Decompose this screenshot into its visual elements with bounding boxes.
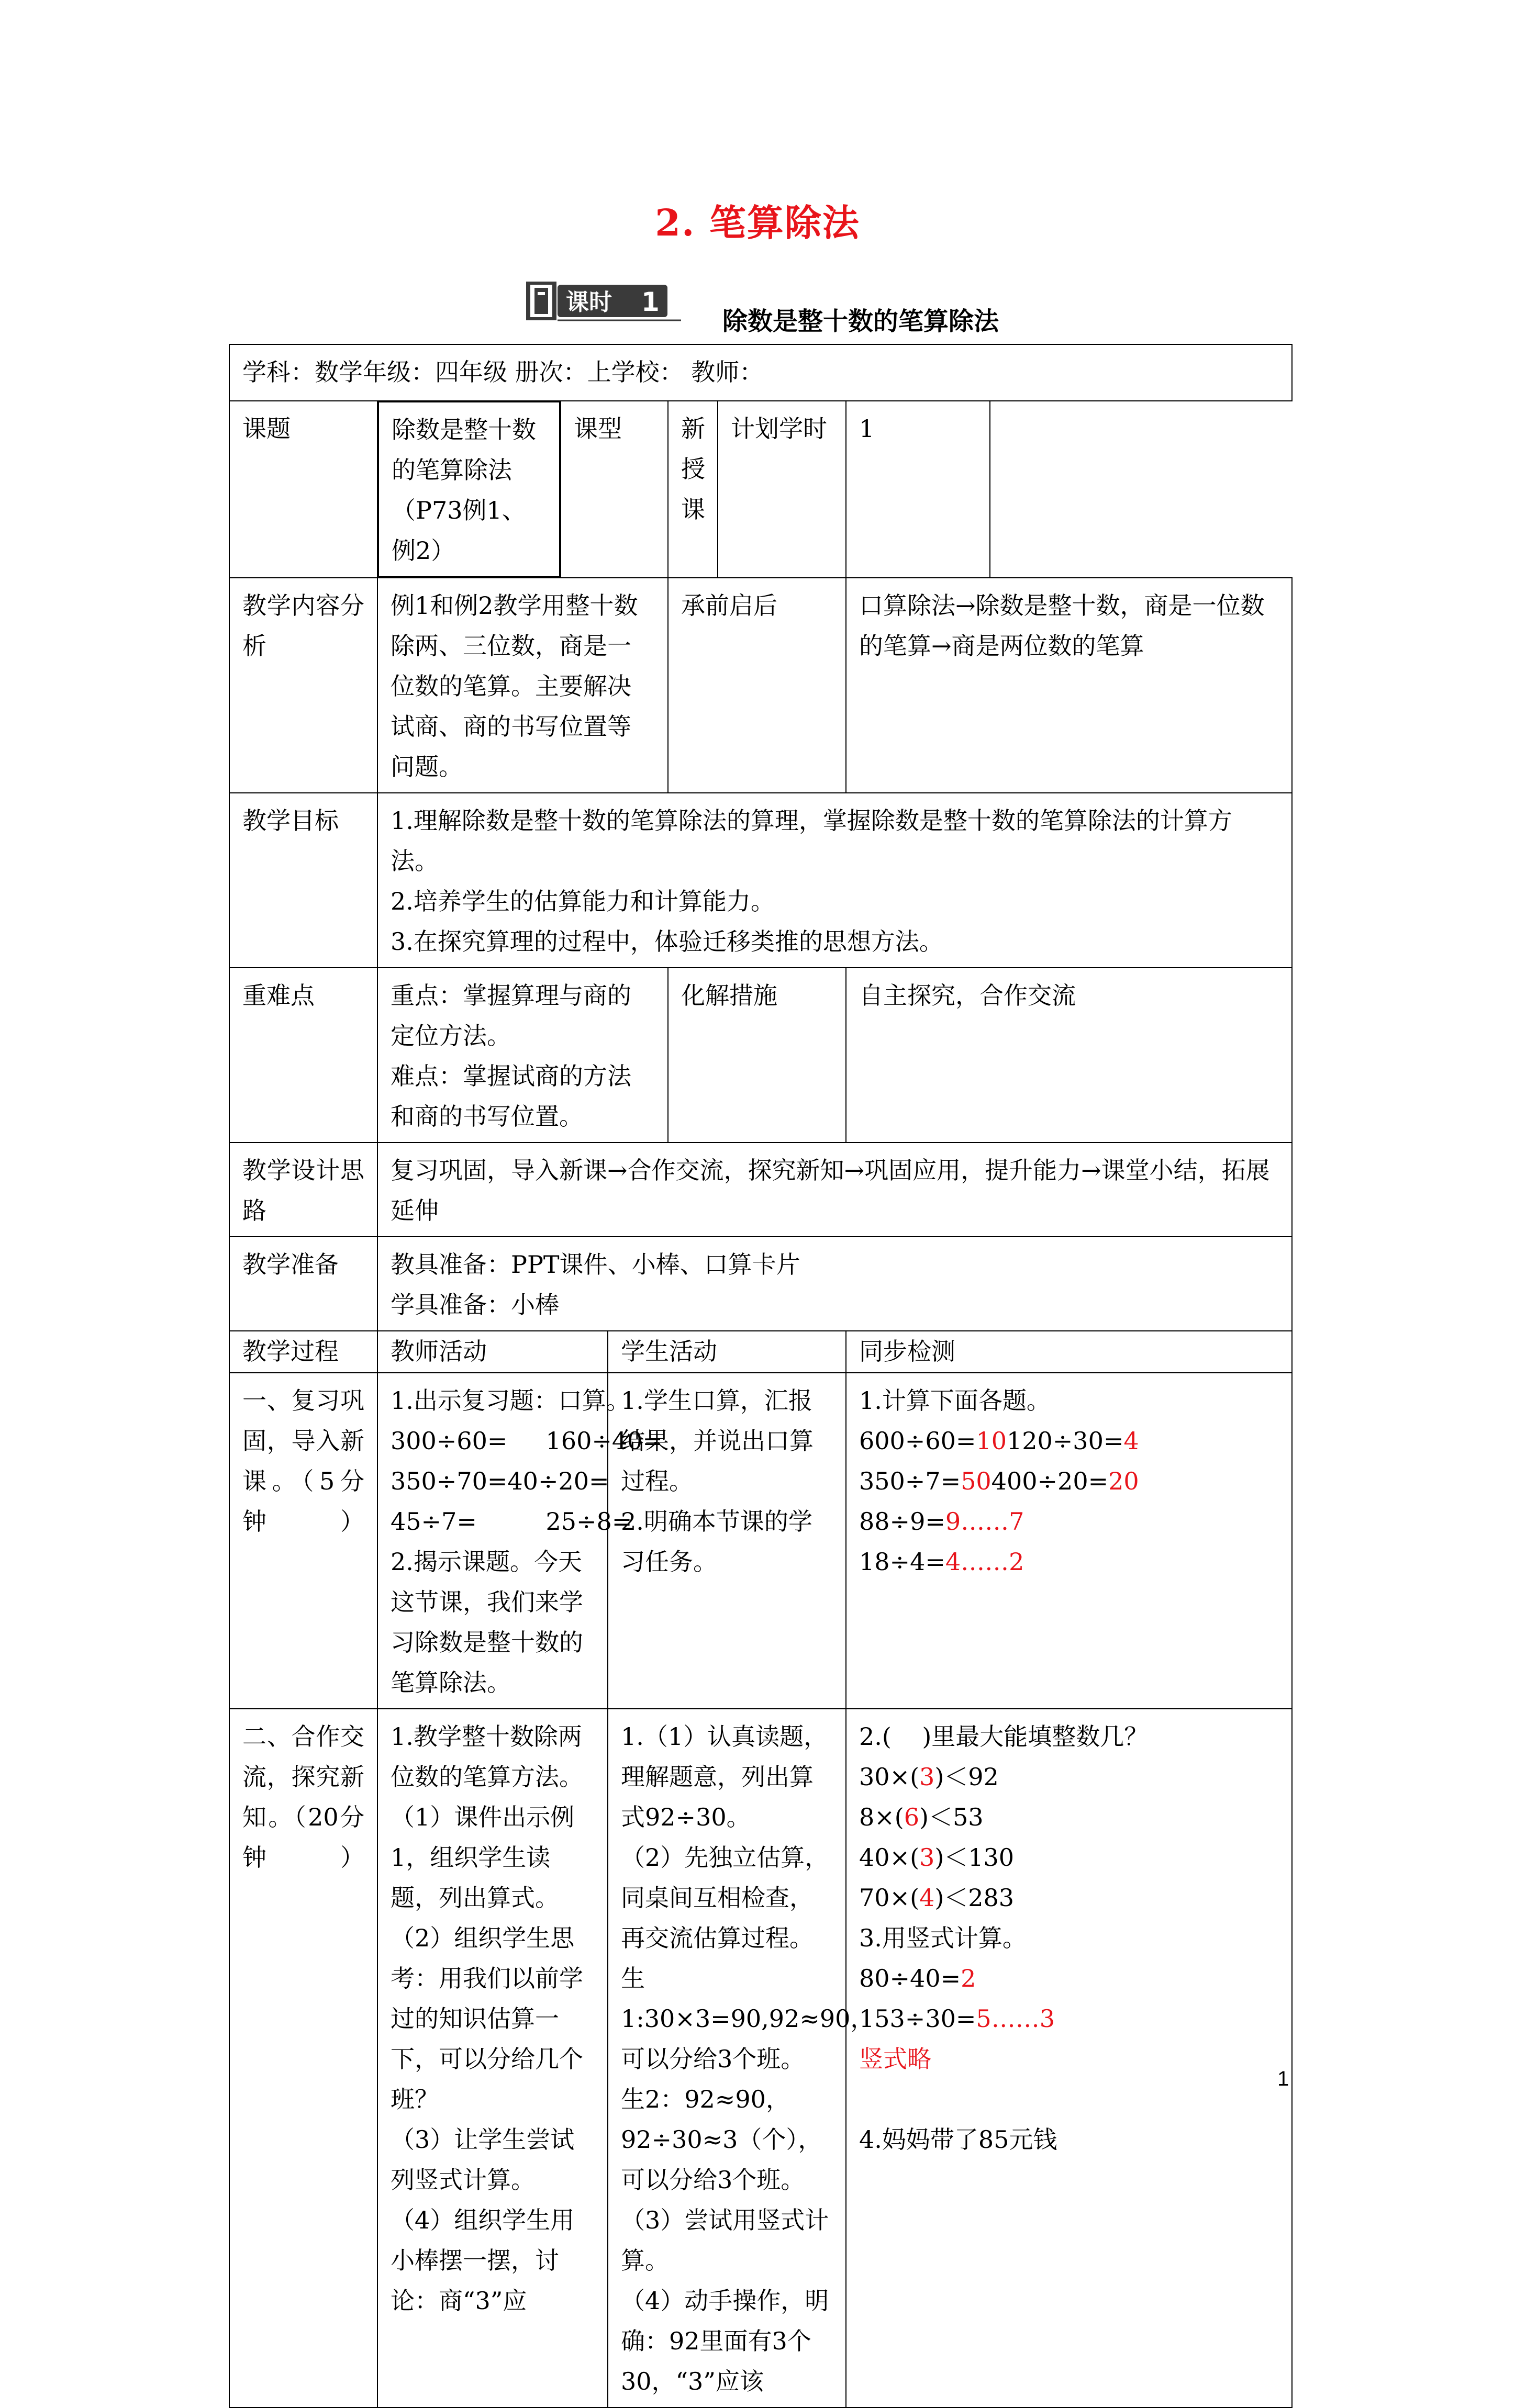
question: 400÷20= [991,1467,1109,1495]
stage2-teacher-line: （1）课件出示例1，组织学生读题，列出算式。 [391,1803,575,1912]
info-row [229,344,1292,401]
stage1-check-line [859,1502,1279,1542]
stage2-student-line: （2）先独立估算，同桌间互相检查，再交流估算过程。 [621,1843,829,1952]
goal-item: 2.培养学生的估算能力和计算能力。 [391,887,775,915]
answer: 4 [1123,1427,1139,1455]
answer: 6 [904,1803,920,1831]
prep-label: 教学准备 [229,1237,377,1331]
lesson-title: 除数是整十数的笔算除法 [722,307,999,336]
hours-label: 计划学时 [718,401,846,578]
answer: 3 [919,1843,935,1872]
stage1-check-line [859,1542,1279,1582]
goal-item: 1.理解除数是整十数的笔算除法的算理，掌握除数是整十数的笔算除法的计算方法。 [391,807,1232,875]
lesson-plan-table [229,344,1293,2408]
student-prep: 学具准备：小棒 [391,1291,559,1319]
stage2-student-line: 生1:30×3=90,92≈90，可以分给3个班。 [621,1964,875,2073]
stage2-student-line: 1.（1）认真读题，理解题意，列出算式92÷30。 [621,1722,828,1831]
content-mid-label: 承前启后 [668,578,846,793]
process-header-row [229,1331,1292,1373]
badge-number: 1 [641,287,660,317]
answer: 10 [976,1427,1007,1455]
design-row [229,1143,1292,1237]
process-header-col4: 同步检测 [846,1331,1292,1373]
stage2-teacher-line: 1.教学整十数除两位数的笔算方法。 [391,1722,583,1791]
stage2-check-line: 80÷40=2 [859,1964,976,1992]
book-icon [526,282,556,320]
stage2-check-line: 153÷30=5……3 [859,2004,1055,2033]
answer: 4……2 [945,1548,1024,1576]
question: 120÷30= [1006,1427,1124,1455]
stage1-student-line: 2.明确本节课的学习任务。 [621,1507,812,1576]
process-header-col3: 学生活动 [608,1331,846,1373]
prep-row [229,1237,1292,1331]
stage1-check-line [859,1461,1279,1502]
design-value: 复习巩固，导入新课→合作交流，探究新知→巩固应用，提升能力→课堂小结，拓展延伸 [377,1143,1292,1237]
key-label: 重难点 [229,968,377,1143]
key-mid-value: 自主探究，合作交流 [846,968,1292,1143]
stage2-student-line: 生2：92≈90，92÷30≈3（个），可以分给3个班。 [621,2085,822,2194]
teacher-prep: 教具准备：PPT课件、小棒、口算卡片 [391,1250,800,1279]
answer: 3 [919,1763,935,1791]
process-header-col2: 教师活动 [377,1331,608,1373]
stage1-check-line: 1.计算下面各题。 [859,1386,1051,1415]
goals-label: 教学目标 [229,793,377,968]
type-label: 课型 [561,401,668,578]
content-value: 例1和例2教学用整十数除两、三位数，商是一位数的笔算。主要解决试商、商的书写位置等问题。 [377,578,668,793]
goal-item: 3.在探究算理的过程中，体验迁移类推的思想方法。 [391,927,943,956]
stage2-check-line: 40×(3)＜130 [859,1843,1015,1872]
question: 88÷9= [859,1507,945,1536]
info-text: 学科：数学年级：四年级 册次：上学校： 教师： [242,358,764,386]
answer: 2 [961,1964,976,1992]
content-label: 教学内容分析 [229,578,377,793]
stage1-teacher-line: 350÷70=40÷20= [391,1467,609,1495]
badge-label: 课时 [566,289,612,316]
stage2-check-line: 4.妈妈带了85元钱 [859,2125,1057,2154]
answer: 9……7 [945,1507,1024,1536]
question: 600÷60= [859,1427,976,1455]
stage2-check-line: 30×(3)＜92 [859,1763,999,1791]
lesson-badge [525,277,682,323]
stage2-teacher-line: （4）组织学生用小棒摆一摆，讨论：商“3”应 [391,2206,575,2315]
stage2-check-line: 8×(6)＜53 [859,1803,984,1831]
topic-value: 除数是整十数的笔算除法（P73例1、例2） [378,401,560,577]
design-label: 教学设计思路 [229,1143,377,1237]
content-row [229,578,1292,793]
stage1-teacher-line: 45÷7= 25÷8= [391,1507,632,1536]
stage2-check-note: 竖式略 [859,2045,931,2073]
stage2-student-line: （4）动手操作，明确：92里面有3个30，“3”应该 [621,2287,829,2395]
stage2-label: 二、合作交流，探究新知。（20分钟） [229,1709,377,2407]
question: 18÷4= [859,1548,945,1576]
key-row [229,968,1292,1143]
question: 350÷7= [859,1467,961,1495]
answer: 5……3 [976,2004,1055,2033]
stage2-check-line: 3.用竖式计算。 [859,1924,1027,1952]
answer: 4 [919,1884,935,1912]
stage1-check-line [859,1421,1279,1461]
page-number: 1 [1277,2067,1289,2090]
hours-value: 1 [846,401,990,578]
difficult-point: 难点：掌握试商的方法和商的书写位置。 [391,1062,631,1130]
stage2-row [229,1709,1292,2407]
answer: 50 [961,1467,992,1495]
process-header-col1: 教学过程 [229,1331,377,1373]
stage2-check-line: 2.( )里最大能填整数几？ [859,1722,1149,1751]
stage1-label: 一、复习巩固，导入新课。（5分钟） [229,1373,377,1709]
stage1-row [229,1373,1292,1709]
answer: 20 [1108,1467,1139,1495]
key-mid-label: 化解措施 [668,968,846,1143]
goals-row [229,793,1292,968]
content-mid-value: 口算除法→除数是整十数，商是一位数的笔算→商是两位数的笔算 [846,578,1292,793]
topic-label: 课题 [229,401,377,578]
key-point: 重点：掌握算理与商的定位方法。 [391,981,631,1050]
stage2-check-line: 70×(4)＜283 [859,1884,1015,1912]
stage2-student-line: （3）尝试用竖式计算。 [621,2206,829,2275]
stage1-teacher-line: 300÷60= 160÷40= [391,1427,663,1455]
type-value: 新授课 [668,401,718,578]
stage1-student-line: 1.学生口算，汇报结果，并说出口算过程。 [621,1386,814,1495]
stage2-teacher-line: （2）组织学生思考：用我们以前学过的知识估算一下，可以分给几个班？ [391,1924,583,2113]
page-title: 2. 笔算除法 [655,201,860,244]
stage1-teacher-line: 1.出示复习题：口算。 [391,1386,630,1415]
stage2-teacher-line: （3）让学生尝试列竖式计算。 [391,2125,575,2194]
topic-row [229,401,1292,578]
stage1-teacher-line: 2.揭示课题。今天这节课，我们来学习除数是整十数的笔算除法。 [391,1548,583,1697]
